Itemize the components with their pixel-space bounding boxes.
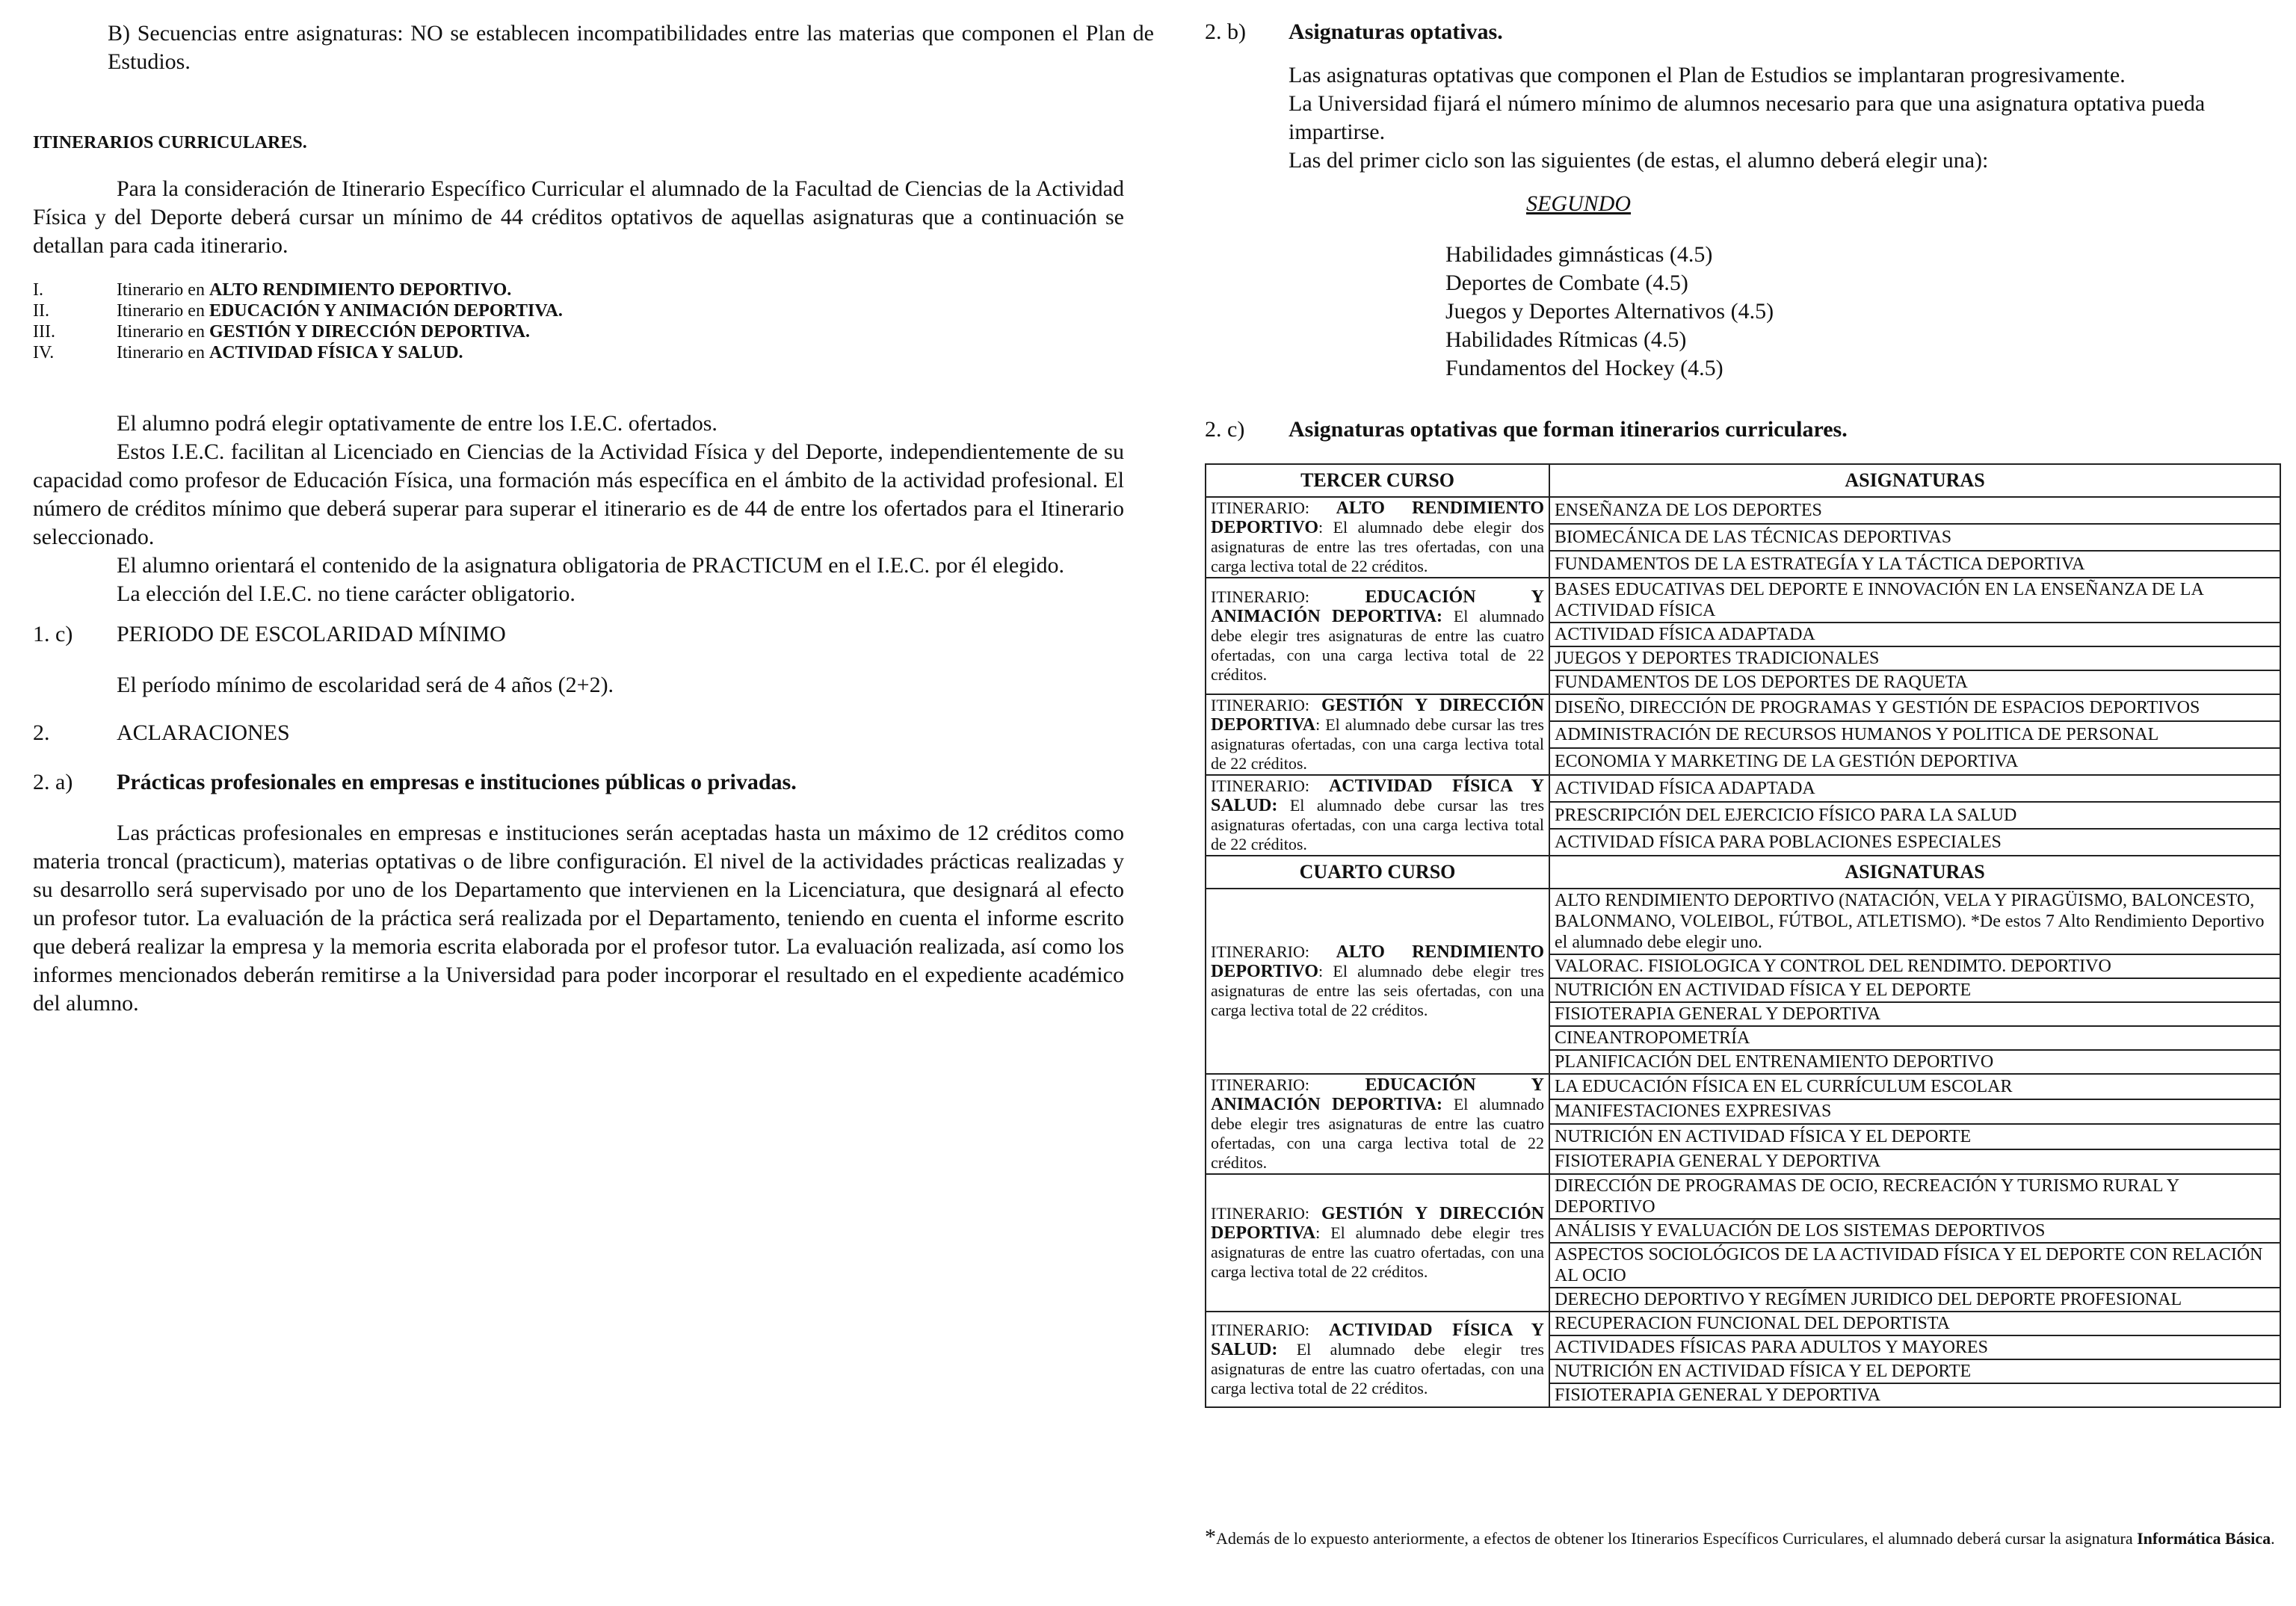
- itinerarios-list: [33, 279, 780, 363]
- section-title: Asignaturas optativas.: [1289, 19, 1503, 44]
- itinerario-label: ITINERARIO:: [1211, 1204, 1322, 1223]
- section-title: Prácticas profesionales en empresas e instituciones públicas o privadas.: [117, 770, 797, 794]
- itinerario-cell: [1206, 775, 1549, 856]
- table-header-row: [1206, 464, 2280, 497]
- subject-cell: FUNDAMENTOS DE LOS DEPORTES DE RAQUETA: [1549, 670, 2280, 694]
- itinerario-cell: [1206, 1312, 1549, 1407]
- itinerarios-table: [1205, 463, 2281, 1408]
- optativa-item: Fundamentos del Hockey (4.5): [1445, 356, 1723, 380]
- itinerario-description: : El alumnado debe cursar las tres asignaturas ofertadas, con una carga lectiva total de 22 créditos.: [1211, 715, 1544, 773]
- itinerario-text: [117, 321, 530, 342]
- subject-cell: ENSEÑANZA DE LOS DEPORTES: [1549, 497, 2280, 524]
- subject-cell: ECONOMIA Y MARKETING DE LA GESTIÓN DEPORTIVA: [1549, 748, 2280, 775]
- itinerario-cell: [1206, 497, 1549, 578]
- table-row: [1206, 889, 2280, 954]
- itinerario-name: GESTIÓN Y DIRECCIÓN DEPORTIVA: [1211, 696, 1545, 735]
- itinerario-description: : El alumnado debe elegir tres asignaturas de entre las seis ofertadas, con una carga lectiva total de 22 créditos.: [1211, 962, 1544, 1019]
- subject-cell: BIOMECÁNICA DE LAS TÉCNICAS DEPORTIVAS: [1549, 524, 2280, 551]
- iec-paragraph-1: El alumno podrá elegir optativamente de entre los I.E.C. ofertados.: [117, 411, 718, 436]
- itinerario-prefix: Itinerario en: [117, 301, 209, 321]
- subject-cell: FISIOTERAPIA GENERAL Y DEPORTIVA: [1549, 1383, 2280, 1407]
- itinerario-label: ITINERARIO:: [1211, 1075, 1365, 1094]
- periodo-text: El período mínimo de escolaridad será de 4 años (2+2).: [117, 673, 614, 697]
- subject-cell: DISEÑO, DIRECCIÓN DE PROGRAMAS Y GESTIÓN DE ESPACIOS DEPORTIVOS: [1549, 694, 2280, 721]
- section-2c-heading: [1205, 417, 1848, 442]
- subject-cell: BASES EDUCATIVAS DEL DEPORTE E INNOVACIÓN EN LA ENSEÑANZA DE LA ACTIVIDAD FÍSICA: [1549, 578, 2280, 623]
- section-number: 2. c): [1205, 417, 1245, 442]
- itinerario-name: ALTO RENDIMIENTO DEPORTIVO.: [209, 280, 512, 300]
- itinerario-label: ITINERARIO:: [1211, 696, 1322, 714]
- itinerario-number: I.: [33, 280, 43, 300]
- subject-cell: VALORAC. FISIOLOGICA Y CONTROL DEL RENDIMTO. DEPORTIVO: [1549, 954, 2280, 978]
- itinerario-number: III.: [33, 322, 55, 342]
- itinerario-cell: [1206, 1174, 1549, 1312]
- subject-cell: ADMINISTRACIÓN DE RECURSOS HUMANOS Y POLITICA DE PERSONAL: [1549, 721, 2280, 748]
- itinerario-item: [33, 342, 780, 363]
- section-number: 1. c): [33, 622, 73, 646]
- iec-paragraph-2: Estos I.E.C. facilitan al Licenciado en Ciencias de la Actividad Física y del Deporte, independientemente de su capacidad como profesor de Educación Física, una formación más específica en el ámbito de la actividad profesional. El número de créditos mínimo que deberá superar para superar el itinerario es de 44 de entre los ofertados para el Itinerario seleccionado.: [33, 439, 1124, 549]
- segundo-heading: SEGUNDO: [1526, 191, 1631, 216]
- subject-cell: NUTRICIÓN EN ACTIVIDAD FÍSICA Y EL DEPORTE: [1549, 1124, 2280, 1149]
- itinerario-cell: [1206, 578, 1549, 694]
- itinerario-description: : El alumnado debe elegir dos asignaturas de entre las tres ofertadas, con una carga lectiva total de 22 créditos.: [1211, 518, 1544, 575]
- subject-cell: LA EDUCACIÓN FÍSICA EN EL CURRÍCULUM ESCOLAR: [1549, 1074, 2280, 1099]
- itinerario-item: [33, 321, 780, 342]
- table-row: [1206, 694, 2280, 721]
- itinerario-name: ACTIVIDAD FÍSICA Y SALUD:: [1211, 1321, 1544, 1359]
- itinerario-text: [117, 342, 463, 363]
- section-title: Asignaturas optativas que forman itinerarios curriculares.: [1289, 417, 1848, 442]
- footnote-end: .: [2271, 1529, 2275, 1548]
- iec-paragraph-4: La elección del I.E.C. no tiene carácter obligatorio.: [117, 581, 575, 606]
- asignaturas-header: ASIGNATURAS: [1549, 856, 2280, 889]
- subject-cell: ACTIVIDAD FÍSICA PARA POBLACIONES ESPECIALES: [1549, 829, 2280, 856]
- subject-cell: ACTIVIDAD FÍSICA ADAPTADA: [1549, 623, 2280, 646]
- subject-cell: ACTIVIDADES FÍSICAS PARA ADULTOS Y MAYORES: [1549, 1335, 2280, 1359]
- table-row: [1206, 578, 2280, 623]
- course-header: TERCER CURSO: [1206, 464, 1549, 497]
- course-header: CUARTO CURSO: [1206, 856, 1549, 889]
- itinerarios-heading: ITINERARIOS CURRICULARES.: [33, 133, 307, 152]
- footnote-text: Además de lo expuesto anteriormente, a efectos de obtener los Itinerarios Específicos Curriculares, el alumnado deberá cursar la asignatura: [1216, 1529, 2138, 1548]
- optativas-paragraph-1: Las asignaturas optativas que componen el Plan de Estudios se implantaran progresivamente.: [1289, 63, 2126, 87]
- itinerario-number: II.: [33, 301, 49, 321]
- itinerario-name: GESTIÓN Y DIRECCIÓN DEPORTIVA: [1211, 1204, 1545, 1243]
- subject-cell: CINEANTROPOMETRÍA: [1549, 1026, 2280, 1050]
- itinerarios-intro: Para la consideración de Itinerario Específico Curricular el alumnado de la Facultad de Ciencias de la Actividad Física y del Deporte deberá cursar un mínimo de 44 créditos optativos de aquellas asignaturas que a continuación se detallan para cada itinerario.: [33, 176, 1124, 258]
- optativas-paragraph-3: Las del primer ciclo son las siguientes (de estas, el alumno deberá elegir una):: [1289, 148, 1989, 173]
- subject-cell: RECUPERACION FUNCIONAL DEL DEPORTISTA: [1549, 1312, 2280, 1335]
- subject-cell: FISIOTERAPIA GENERAL Y DEPORTIVA: [1549, 1002, 2280, 1026]
- section-number: 2. b): [1205, 19, 1246, 44]
- itinerario-text: [117, 279, 511, 300]
- subject-cell: ASPECTOS SOCIOLÓGICOS DE LA ACTIVIDAD FÍSICA Y EL DEPORTE CON RELACIÓN AL OCIO: [1549, 1243, 2280, 1288]
- table-row: [1206, 497, 2280, 524]
- subject-cell: ANÁLISIS Y EVALUACIÓN DE LOS SISTEMAS DEPORTIVOS: [1549, 1219, 2280, 1243]
- table-row: [1206, 775, 2280, 802]
- optativa-item: Juegos y Deportes Alternativos (4.5): [1445, 299, 1774, 324]
- iec-block: [33, 410, 1124, 608]
- itinerario-label: ITINERARIO:: [1211, 498, 1336, 517]
- subject-cell: PRESCRIPCIÓN DEL EJERCICIO FÍSICO PARA LA SALUD: [1549, 802, 2280, 829]
- iec-paragraph-3: El alumno orientará el contenido de la asignatura obligatoria de PRACTICUM en el I.E.C. por él elegido.: [117, 553, 1064, 578]
- itinerario-description: El alumnado debe elegir tres asignaturas de entre las cuatro ofertadas, con una carga lectiva total de 22 créditos.: [1211, 607, 1544, 684]
- itinerario-prefix: Itinerario en: [117, 322, 209, 342]
- optativa-item: Habilidades gimnásticas (4.5): [1445, 242, 1713, 267]
- itinerario-cell: [1206, 889, 1549, 1074]
- subject-cell: NUTRICIÓN EN ACTIVIDAD FÍSICA Y EL DEPORTE: [1549, 1359, 2280, 1383]
- itinerario-name: EDUCACIÓN Y ANIMACIÓN DEPORTIVA:: [1211, 1075, 1544, 1114]
- section-2-heading: [33, 720, 290, 746]
- section-1c-heading: [33, 622, 506, 647]
- asignaturas-header: ASIGNATURAS: [1549, 464, 2280, 497]
- subject-cell: ALTO RENDIMIENTO DEPORTIVO (NATACIÓN, VELA Y PIRAGÜISMO, BALONCESTO, BALONMANO, VOLEIBOL, FÚTBOL, ATLETISMO). *De estos 7 Alto Rendimiento Deportivo el alumnado debe elegir uno.: [1549, 889, 2280, 954]
- itinerario-label: ITINERARIO:: [1211, 942, 1336, 961]
- itinerario-number: IV.: [33, 343, 55, 362]
- itinerario-description: : El alumnado debe elegir tres asignaturas de entre las cuatro ofertadas, con una carga lectiva total de 22 créditos.: [1211, 1223, 1544, 1281]
- table-header-row: [1206, 856, 2280, 889]
- itinerario-name: EDUCACIÓN Y ANIMACIÓN DEPORTIVA:: [1211, 587, 1544, 626]
- itinerario-item: [33, 300, 780, 321]
- subject-cell: MANIFESTACIONES EXPRESIVAS: [1549, 1099, 2280, 1125]
- itinerario-prefix: Itinerario en: [117, 280, 209, 300]
- itinerario-name: ACTIVIDAD FÍSICA Y SALUD.: [209, 343, 463, 362]
- itinerario-name: EDUCACIÓN Y ANIMACIÓN DEPORTIVA.: [209, 301, 563, 321]
- itinerario-name: ACTIVIDAD FÍSICA Y SALUD:: [1211, 776, 1544, 815]
- section-number: 2.: [33, 720, 50, 745]
- itinerario-cell: [1206, 694, 1549, 775]
- section-b-text: B) Secuencias entre asignaturas: NO se establecen incompatibilidades entre las materias que componen el Plan de Estudios.: [108, 21, 1154, 74]
- itinerario-item: [33, 279, 780, 300]
- section-2b-heading: [1205, 19, 1503, 45]
- itinerario-cell: [1206, 1074, 1549, 1174]
- itinerario-name: ALTO RENDIMIENTO DEPORTIVO: [1211, 942, 1544, 981]
- optativa-item: Habilidades Rítmicas (4.5): [1445, 327, 1687, 352]
- table-row: [1206, 1174, 2280, 1219]
- section-title: ACLARACIONES: [117, 720, 290, 745]
- itinerario-description: El alumnado debe cursar las tres asignaturas ofertadas, con una carga lectiva total de 22 créditos.: [1211, 796, 1544, 853]
- itinerario-name: ALTO RENDIMIENTO DEPORTIVO: [1211, 498, 1544, 537]
- subject-cell: ACTIVIDAD FÍSICA ADAPTADA: [1549, 775, 2280, 802]
- optativa-item: Deportes de Combate (4.5): [1445, 271, 1688, 295]
- section-2a-heading: [33, 770, 797, 795]
- itinerario-label: ITINERARIO:: [1211, 1321, 1329, 1339]
- table-row: [1206, 1074, 2280, 1099]
- footnote: [1205, 1525, 2281, 1551]
- itinerario-label: ITINERARIO:: [1211, 776, 1329, 795]
- practicas-paragraph: Las prácticas profesionales en empresas e instituciones serán aceptadas hasta un máximo de 12 créditos como materia troncal (practicum), materias optativas o de libre configuración. El nivel de la actividades prácticas realizadas y su desarrollo será supervisado por uno de los Departamento que intervienen en la Licenciatura, que designará al efecto un profesor tutor. La evaluación de la práctica será realizada por el Departamento, teniendo en cuenta el informe escrito que deberá realizar la empresa y la memoria escrita elaborada por el profesor tutor. La evaluación realizada, así como los informes mencionados deberán remitirse a la Universidad para poder incorporar el resultado en el expediente académico del alumno.: [33, 821, 1124, 1016]
- itinerario-prefix: Itinerario en: [117, 343, 209, 362]
- subject-cell: NUTRICIÓN EN ACTIVIDAD FÍSICA Y EL DEPORTE: [1549, 978, 2280, 1002]
- footnote-star: *: [1205, 1525, 1216, 1549]
- subject-cell: DERECHO DEPORTIVO Y REGÍMEN JURIDICO DEL DEPORTE PROFESIONAL: [1549, 1288, 2280, 1312]
- itinerario-description: El alumnado debe elegir tres asignaturas de entre las cuatro ofertadas, con una carga lectiva total de 22 créditos.: [1211, 1340, 1544, 1397]
- optativas-text: [1289, 61, 2283, 175]
- itinerario-text: [117, 300, 563, 321]
- itinerario-description: El alumnado debe elegir tres asignaturas de entre las cuatro ofertadas, con una carga lectiva total de 22 créditos.: [1211, 1095, 1544, 1172]
- optativas-paragraph-2: La Universidad fijará el número mínimo de alumnos necesario para que una asignatura optativa pueda impartirse.: [1289, 91, 2206, 144]
- subject-cell: FISIOTERAPIA GENERAL Y DEPORTIVA: [1549, 1149, 2280, 1175]
- itinerario-name: GESTIÓN Y DIRECCIÓN DEPORTIVA.: [209, 322, 530, 342]
- section-number: 2. a): [33, 770, 73, 794]
- section-title: PERIODO DE ESCOLARIDAD MÍNIMO: [117, 622, 506, 646]
- subject-cell: JUEGOS Y DEPORTES TRADICIONALES: [1549, 646, 2280, 670]
- itinerario-label: ITINERARIO:: [1211, 587, 1365, 606]
- footnote-bold: Informática Básica: [2137, 1529, 2271, 1548]
- subject-cell: FUNDAMENTOS DE LA ESTRATEGÍA Y LA TÁCTICA DEPORTIVA: [1549, 551, 2280, 578]
- optativas-list: [1445, 241, 1774, 383]
- subject-cell: PLANIFICACIÓN DEL ENTRENAMIENTO DEPORTIVO: [1549, 1050, 2280, 1074]
- subject-cell: DIRECCIÓN DE PROGRAMAS DE OCIO, RECREACIÓN Y TURISMO RURAL Y DEPORTIVO: [1549, 1174, 2280, 1219]
- table-row: [1206, 1312, 2280, 1335]
